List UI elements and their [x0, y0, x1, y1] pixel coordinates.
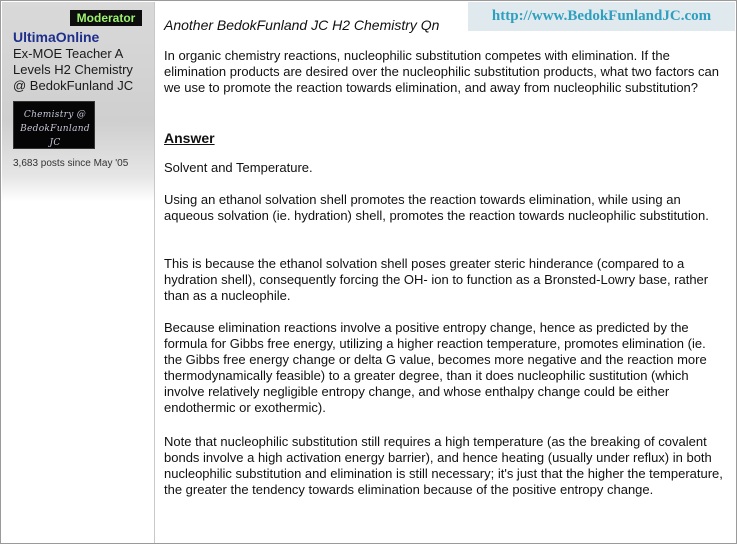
- post-content: [164, 11, 724, 497]
- user-title-line: Levels H2 Chemistry: [13, 62, 133, 77]
- username-link[interactable]: UltimaOnline: [13, 29, 100, 45]
- avatar-line: BedokFunland JC: [20, 124, 90, 148]
- user-title-line: Ex-MOE Teacher A: [13, 46, 124, 61]
- avatar-logo-text: [18, 108, 92, 150]
- answer-paragraph: Because elimination reactions involve a positive entropy change, hence as predicted by the formula for Gibbs free energy, utilizing a higher reaction temperature, promotes elimination (ie. the Gibbs free energy change or delta G value, becomes more negative and the reaction more thermodynamically feasible) to a greater degree, than it does nucleophilic sustitution (which involve relatively negligible entropy change, and whose enthalpy change could be either endothermic or exothermic).: [164, 320, 707, 415]
- answer-heading: Answer: [164, 130, 215, 146]
- post-title: Another BedokFunland JC H2 Chemistry Qn: [164, 17, 440, 33]
- answer-paragraph: Using an ethanol solvation shell promotes the reaction towards elimination, while using an aqueous solvation (ie. hydration) shell, promotes the reaction towards nucleophilic substitution.: [164, 192, 709, 223]
- user-info-sidebar: [2, 2, 155, 543]
- avatar-line: Chemistry @: [23, 110, 87, 120]
- site-url-banner: http://www.BedokFunlandJC.com: [468, 2, 735, 31]
- moderator-badge: Moderator: [70, 10, 142, 26]
- post-count: 3,683 posts since May '05: [13, 158, 129, 169]
- answer-paragraph: Note that nucleophilic substitution still requires a high temperature (as the breaking of covalent bonds involve a high activation energy barrier), and hence heating (usually under reflux) in both nucleophilic substitution and elimination is still necessary; it's just that the higher the temperature, the greater the tendency towards elimination because of the positive entropy change.: [164, 434, 723, 497]
- user-title-line: @ BedokFunland JC: [13, 78, 134, 93]
- question-text: In organic chemistry reactions, nucleophilic substitution competes with elimination. If the elimination products are desired over the nucleophilic substitution products, what two factors can we use to promote the reaction towards elimination, and away from nucleophilic substitution?: [164, 48, 719, 95]
- answer-paragraph: Solvent and Temperature.: [164, 160, 313, 175]
- user-title: [13, 46, 153, 94]
- avatar: [13, 101, 95, 149]
- answer-paragraph: This is because the ethanol solvation shell poses greater steric hinderance (compared to a hydration shell), consequently forcing the OH- ion to function as a Bronsted-Lowry base, rather than as a nucleophile.: [164, 256, 709, 303]
